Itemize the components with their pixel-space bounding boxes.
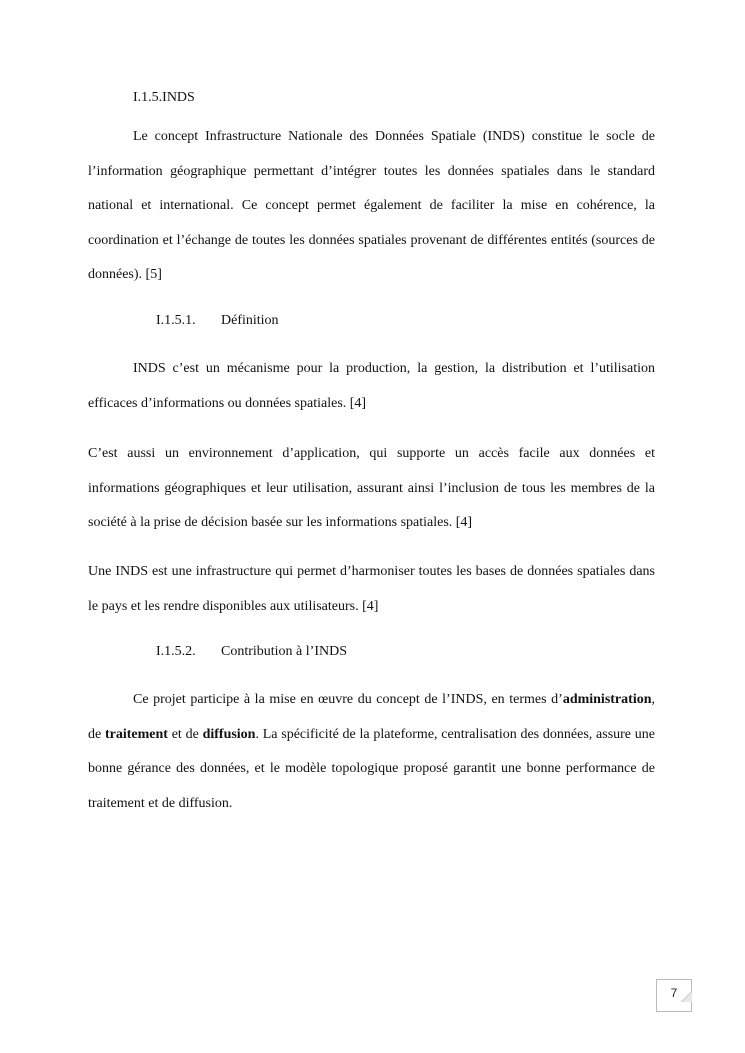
definition-paragraph-3: Une INDS est une infrastructure qui permet d’harmoniser toutes les bases de données spatiales dans le pays et les rendre disponibles aux utilisateurs. [4]: [88, 564, 655, 614]
keyword-traitement: traitement: [104, 726, 168, 742]
subsection-number: I.1.5.1.: [156, 313, 196, 328]
definition-paragraph-2: C’est aussi un environnement d’application, qui supporte un accès facile aux données et informations géographiques et leur utilisation, assurant ainsi l’inclusion de tous les membres de la société à la prise de décision basée sur les informations spatiales. [4]: [88, 446, 655, 530]
subsection-title: Contribution à l’INDS: [221, 644, 347, 659]
section-heading: I.1.5.INDS: [133, 90, 195, 105]
contribution-text-end: . La spécificité de la plateforme, centralisation des données, assure une bonne gérance des données, et le modèle topologique proposé garantit une bonne performance de traitement et de diffusion.: [88, 726, 655, 811]
contribution-text-start: Ce projet participe à la mise en œuvre du concept de l’INDS, en termes d’: [133, 692, 563, 707]
subsection-heading-contribution: [156, 643, 347, 660]
definition-paragraph-3-block: [88, 555, 655, 624]
definition-paragraph-1-block: [88, 352, 655, 421]
subsection-number: I.1.5.2.: [156, 644, 196, 659]
contribution-paragraph: [88, 683, 655, 821]
definition-paragraph-1: INDS c’est un mécanisme pour la production, la gestion, la distribution et l’utilisation efficaces d’informations ou données spatiales. [4]: [88, 361, 655, 411]
contribution-separator-2: et de: [167, 726, 203, 742]
keyword-diffusion: diffusion: [202, 726, 256, 742]
section-intro-block: [88, 120, 655, 293]
keyword-administration: administration: [562, 692, 652, 707]
subsection-title: Définition: [221, 313, 279, 328]
page-curl-icon: [681, 991, 692, 1002]
section-intro-paragraph: Le concept Infrastructure Nationale des Données Spatiale (INDS) constitue le socle de l’information géographique permettant d’intégrer toutes les données spatiales dans le standard national et international. Ce concept permet également de faciliter la mise en cohérence, la coordination et l’échange de toutes les données spatiales provenant de différentes entités (sources de données). [5]: [88, 129, 655, 282]
contribution-separator-1: , de: [88, 692, 655, 742]
contribution-paragraph-block: [88, 683, 655, 821]
page-number: 7: [670, 986, 678, 1000]
page-number-box: [656, 979, 692, 1012]
definition-paragraph-2-block: [88, 437, 655, 541]
subsection-heading-definition: [156, 312, 279, 329]
